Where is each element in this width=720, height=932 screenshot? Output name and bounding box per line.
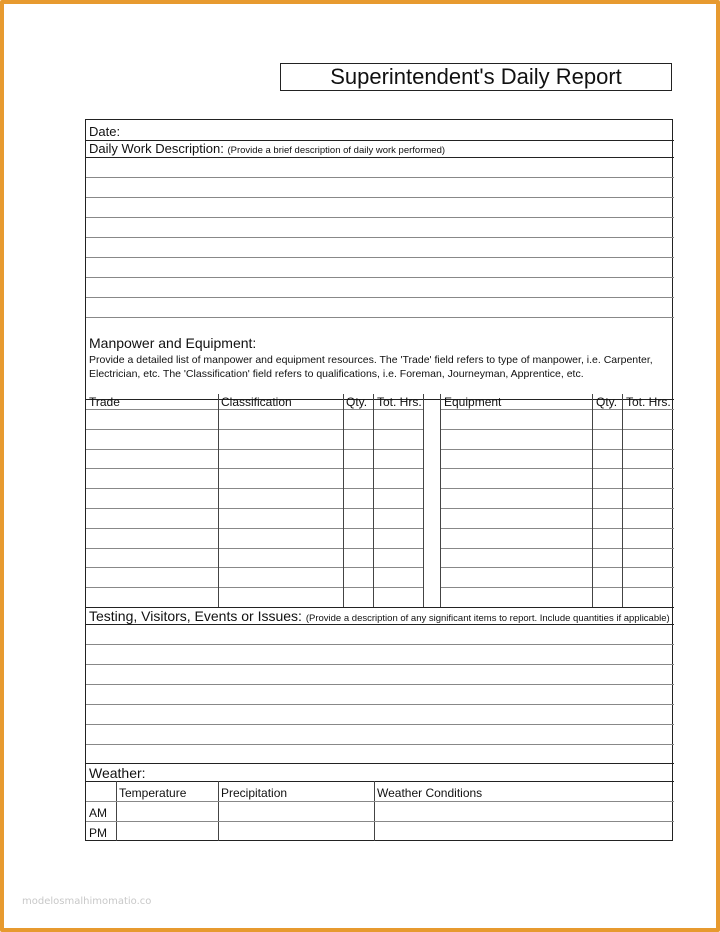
work-description-label xyxy=(89,141,445,156)
manpower-divider xyxy=(343,394,344,607)
work-description-note: (Provide a brief description of daily work performed) xyxy=(227,145,446,156)
testing-ruled-line xyxy=(86,704,674,705)
equipment-divider xyxy=(622,394,623,607)
date-label: Date: xyxy=(89,124,121,139)
work-description-title: Daily Work Description: xyxy=(89,141,224,156)
col-tot-hrs: Tot. Hrs. xyxy=(377,395,422,409)
work-ruled-line xyxy=(86,297,674,298)
equipment-header-bottom xyxy=(440,409,674,410)
col-classification: Classification xyxy=(221,395,292,409)
weather-col-temperature: Temperature xyxy=(119,786,187,800)
testing-label xyxy=(89,608,670,624)
weather-col-precipitation: Precipitation xyxy=(221,786,288,800)
equipment-row-line xyxy=(440,508,674,509)
testing-ruled-line xyxy=(86,724,674,725)
equipment-row-line xyxy=(440,429,674,430)
report-title: Superintendent's Daily Report xyxy=(280,63,672,91)
work-ruled-line xyxy=(86,197,674,198)
work-ruled-line xyxy=(86,177,674,178)
testing-ruled-line xyxy=(86,684,674,685)
work-ruled-line xyxy=(86,237,674,238)
work-ruled-line xyxy=(86,317,674,318)
work-ruled-line xyxy=(86,217,674,218)
col-equipment: Equipment xyxy=(444,395,502,409)
report-form xyxy=(85,119,673,841)
col-equipment-qty: Qty. xyxy=(596,395,618,409)
manpower-divider xyxy=(423,394,424,607)
manpower-heading: Manpower and Equipment: xyxy=(89,335,257,351)
manpower-divider xyxy=(218,394,219,607)
equipment-divider xyxy=(592,394,593,607)
equipment-row-line xyxy=(440,548,674,549)
testing-title: Testing, Visitors, Events or Issues: xyxy=(89,608,302,624)
testing-note: (Provide a description of any significant items to report. Include quantities if applicable) xyxy=(305,613,670,624)
col-qty: Qty. xyxy=(346,395,368,409)
testing-ruled-line xyxy=(86,664,674,665)
work-ruled-line xyxy=(86,277,674,278)
weather-row-line-2 xyxy=(86,821,674,822)
manpower-description: Provide a detailed list of manpower and equipment resources. The 'Trade' field refers to type of manpower, i.e. Carpenter, Electrician, etc. The 'Classification' field refers to qualifications, i.e. Foreman, Journeyman, Apprentice, etc. xyxy=(89,354,653,380)
weather-heading: Weather: xyxy=(89,765,146,781)
testing-ruled-line xyxy=(86,644,674,645)
work-header-line xyxy=(86,157,674,158)
equipment-row-line xyxy=(440,528,674,529)
col-trade: Trade xyxy=(89,395,120,409)
testing-header-line xyxy=(86,624,674,625)
weather-row-pm: PM xyxy=(89,826,107,840)
equipment-row-line xyxy=(440,587,674,588)
manpower-divider xyxy=(373,394,374,607)
equipment-row-line xyxy=(440,468,674,469)
testing-ruled-line xyxy=(86,744,674,745)
weather-row-am: AM xyxy=(89,806,107,820)
watermark: modelosmalhimomatio.co xyxy=(22,896,152,907)
equipment-row-line xyxy=(440,488,674,489)
equipment-row-line xyxy=(440,567,674,568)
weather-header-line xyxy=(86,781,674,782)
equipment-divider xyxy=(440,394,441,607)
weather-col-conditions: Weather Conditions xyxy=(377,786,483,800)
work-ruled-line xyxy=(86,257,674,258)
col-equipment-tot-hrs: Tot. Hrs. xyxy=(626,395,671,409)
weather-top-line xyxy=(86,763,674,764)
weather-row-line-1 xyxy=(86,801,674,802)
equipment-row-line xyxy=(440,449,674,450)
